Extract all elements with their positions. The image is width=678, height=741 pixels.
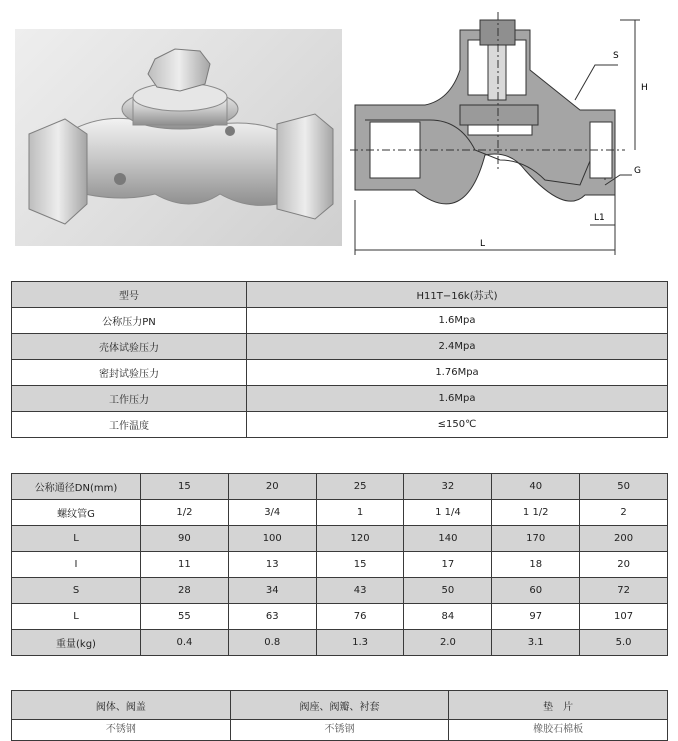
valve-section-diagram xyxy=(350,10,668,260)
table-row xyxy=(12,691,668,720)
size-cell: 34 xyxy=(228,578,316,604)
size-cell: 120 xyxy=(316,526,404,552)
spec-label: 型号 xyxy=(12,282,247,308)
table-row xyxy=(12,308,668,334)
size-cell: 15 xyxy=(141,474,229,500)
size-cell: 76 xyxy=(316,604,404,630)
spec-value: 1.6Mpa xyxy=(247,386,668,412)
table-row xyxy=(12,578,668,604)
label-l1: L1 xyxy=(594,213,605,223)
table-row xyxy=(12,360,668,386)
table-row xyxy=(12,334,668,360)
size-cell: 2 xyxy=(580,500,668,526)
size-cell: 1 1/2 xyxy=(492,500,580,526)
size-cell: 3/4 xyxy=(228,500,316,526)
size-cell: 1.3 xyxy=(316,630,404,656)
table-row xyxy=(12,720,668,741)
size-table xyxy=(11,473,668,656)
size-cell: 97 xyxy=(492,604,580,630)
size-label: I xyxy=(12,552,141,578)
size-cell: 60 xyxy=(492,578,580,604)
size-cell: 32 xyxy=(404,474,492,500)
size-label: 重量(kg) xyxy=(12,630,141,656)
size-cell: 200 xyxy=(580,526,668,552)
label-g: G xyxy=(634,166,641,176)
table-row xyxy=(12,474,668,500)
size-cell: 84 xyxy=(404,604,492,630)
table-row xyxy=(12,282,668,308)
size-cell: 63 xyxy=(228,604,316,630)
spec-label: 密封试验压力 xyxy=(12,360,247,386)
material-header: 垫 片 xyxy=(449,691,668,720)
spec-value: ≤150℃ xyxy=(247,412,668,438)
size-label: 公称通径DN(mm) xyxy=(12,474,141,500)
material-value: 不锈钢 xyxy=(12,720,231,741)
spec-value: 1.6Mpa xyxy=(247,308,668,334)
size-cell: 13 xyxy=(228,552,316,578)
size-cell: 1/2 xyxy=(141,500,229,526)
size-cell: 90 xyxy=(141,526,229,552)
table-row xyxy=(12,526,668,552)
table-row xyxy=(12,500,668,526)
size-cell: 11 xyxy=(141,552,229,578)
size-label: L xyxy=(12,604,141,630)
size-cell: 3.1 xyxy=(492,630,580,656)
spec-value: 1.76Mpa xyxy=(247,360,668,386)
size-cell: 170 xyxy=(492,526,580,552)
spec-label: 工作温度 xyxy=(12,412,247,438)
size-cell: 0.8 xyxy=(228,630,316,656)
table-row xyxy=(12,604,668,630)
spec-label: 壳体试验压力 xyxy=(12,334,247,360)
label-l: L xyxy=(480,239,486,249)
table-row xyxy=(12,412,668,438)
table-row xyxy=(12,630,668,656)
table-row xyxy=(12,552,668,578)
size-cell: 17 xyxy=(404,552,492,578)
size-label: S xyxy=(12,578,141,604)
size-cell: 107 xyxy=(580,604,668,630)
size-cell: 55 xyxy=(141,604,229,630)
size-cell: 43 xyxy=(316,578,404,604)
size-cell: 5.0 xyxy=(580,630,668,656)
size-cell: 2.0 xyxy=(404,630,492,656)
table-row xyxy=(12,386,668,412)
size-cell: 100 xyxy=(228,526,316,552)
size-label: 螺纹管G xyxy=(12,500,141,526)
spec-value: 2.4Mpa xyxy=(247,334,668,360)
size-cell: 1 xyxy=(316,500,404,526)
size-label: L xyxy=(12,526,141,552)
size-cell: 50 xyxy=(404,578,492,604)
label-h: H xyxy=(641,83,648,93)
size-cell: 0.4 xyxy=(141,630,229,656)
spec-label: 公称压力PN xyxy=(12,308,247,334)
material-header: 阀体、阀盖 xyxy=(12,691,231,720)
size-cell: 140 xyxy=(404,526,492,552)
size-cell: 1 1/4 xyxy=(404,500,492,526)
material-header: 阀座、阀瓣、衬套 xyxy=(230,691,449,720)
size-cell: 18 xyxy=(492,552,580,578)
spec-label: 工作压力 xyxy=(12,386,247,412)
size-cell: 20 xyxy=(228,474,316,500)
size-cell: 72 xyxy=(580,578,668,604)
spec-table xyxy=(11,281,668,438)
material-value: 橡胶石棉板 xyxy=(449,720,668,741)
material-table xyxy=(11,690,668,741)
size-cell: 50 xyxy=(580,474,668,500)
material-value: 不锈钢 xyxy=(230,720,449,741)
size-cell: 28 xyxy=(141,578,229,604)
valve-photo xyxy=(15,29,342,246)
spec-value: H11T−16k(苏式) xyxy=(247,282,668,308)
size-cell: 15 xyxy=(316,552,404,578)
size-cell: 40 xyxy=(492,474,580,500)
size-cell: 20 xyxy=(580,552,668,578)
size-cell: 25 xyxy=(316,474,404,500)
label-s: S xyxy=(613,51,619,61)
